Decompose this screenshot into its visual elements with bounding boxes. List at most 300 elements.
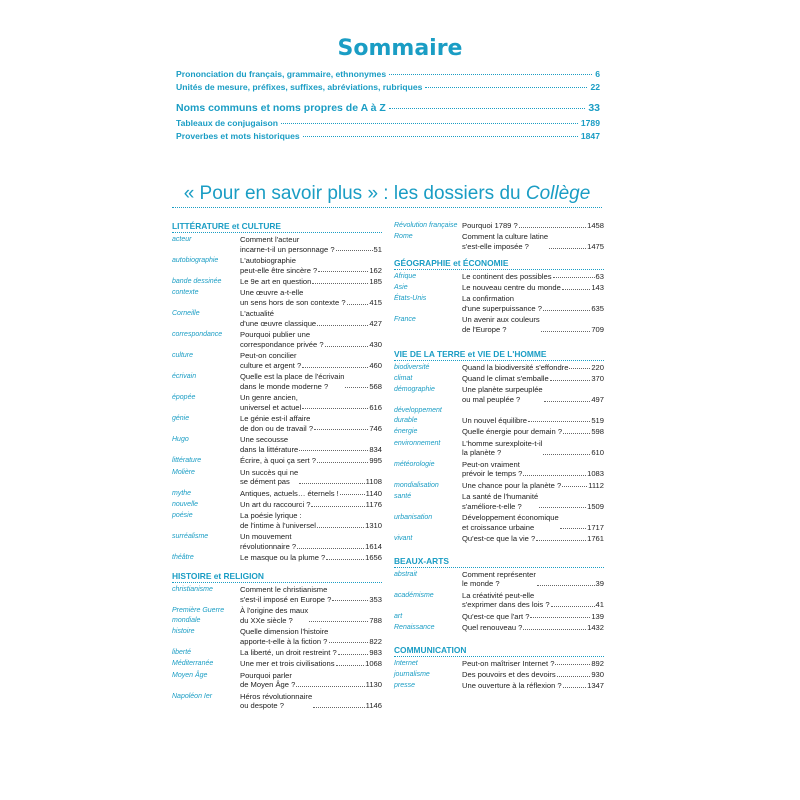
- dossier-text: Une mer et trois civilisations: [240, 659, 335, 669]
- dossier-leader: [562, 486, 587, 487]
- dossier-text: Quand la biodiversité s'effondre: [462, 362, 569, 372]
- dossier-text: Une chance pour la planète ?: [462, 480, 562, 490]
- dossier-description: [462, 623, 604, 633]
- dossier-entry: [172, 671, 382, 690]
- dossier-entry: [394, 283, 604, 293]
- dossier-page: 892: [591, 658, 604, 668]
- dossier-text: Quelle est la place de l'écrivain dans le monde moderne ?: [240, 372, 345, 391]
- dossier-description: [240, 330, 382, 349]
- dossier-leader: [519, 227, 586, 228]
- dossier-description: [462, 681, 604, 691]
- dossier-text: Une ouverture à la réflexion ?: [462, 681, 562, 691]
- dossier-entry: [394, 570, 604, 589]
- dossier-page: 185: [369, 276, 382, 286]
- dossier-description: [462, 492, 604, 511]
- dossier-page: 1761: [587, 534, 604, 543]
- dossier-keyword: mythe: [172, 489, 192, 497]
- dossier-entry: [172, 372, 382, 391]
- dossier-leader: [314, 429, 368, 430]
- dossier-leader: [345, 387, 368, 388]
- dossier-text: Un nouvel équilibre: [462, 415, 528, 425]
- dossier-text: Le continent des possibles: [462, 271, 552, 281]
- dossier-entry: [172, 500, 382, 510]
- dossier-description: [462, 315, 604, 334]
- dossier-page: 143: [591, 282, 604, 292]
- dossier-page: 519: [591, 415, 604, 425]
- dossier-keyword: presse: [394, 682, 416, 690]
- dossier-entry: [172, 468, 382, 487]
- dossier-keyword: développement durable: [394, 407, 442, 424]
- dossier-page: 415: [369, 297, 382, 307]
- dossier-leader: [536, 540, 586, 541]
- dossier-keyword: Afrique: [394, 272, 417, 280]
- dossier-text: Une secousse dans la littérature: [240, 435, 299, 454]
- dossier-keyword: énergie: [394, 428, 418, 436]
- dossier-leader: [563, 687, 586, 688]
- dossier-keyword: christianisme: [172, 585, 213, 593]
- toc-row: [176, 131, 600, 144]
- section-title: LITTÉRATURE et CULTURE: [172, 221, 382, 233]
- dossier-entry: [172, 692, 382, 711]
- dossier-leader: [560, 528, 586, 529]
- dossier-entry: [394, 385, 604, 404]
- dossier-page: 1108: [365, 477, 382, 487]
- toc-label: Tableaux de conjugaison: [176, 118, 279, 128]
- dossier-text: Héros révolutionnaire ou despote ?: [240, 691, 313, 711]
- dossier-entry: [172, 288, 382, 307]
- dossier-leader: [317, 527, 364, 528]
- dossier-page: 746: [369, 423, 382, 433]
- dossier-text: À l'origine des maux du XXe siècle ?: [240, 605, 309, 625]
- dossier-leader: [543, 310, 590, 311]
- dossier-entry: [172, 351, 382, 370]
- dossier-keyword: Molière: [172, 468, 195, 476]
- toc-leader: [303, 136, 578, 137]
- dossier-text: Le nouveau centre du monde: [462, 282, 561, 292]
- dossier-entry: [394, 612, 604, 622]
- dossier-keyword: correspondance: [172, 331, 223, 339]
- dossier-leader: [551, 606, 595, 607]
- dossier-page: 834: [369, 444, 382, 454]
- dossiers-rule: [172, 207, 602, 208]
- toc-label: Unités de mesure, préfixes, suffixes, abréviations, rubriques: [176, 82, 423, 92]
- dossier-text: Comment le christianisme s'est-il imposé en Europe ?: [240, 584, 332, 604]
- dossier-description: [240, 511, 382, 530]
- dossier-page: 162: [369, 265, 382, 275]
- dossier-entry: [394, 221, 604, 231]
- dossier-keyword: météorologie: [394, 460, 435, 468]
- toc-leader: [281, 123, 578, 124]
- dossier-entry: [394, 315, 604, 334]
- dossier-text: Qu'est-ce que la vie ?: [462, 534, 536, 543]
- dossier-text: Un genre ancien, universel et actuel: [240, 393, 302, 412]
- dossier-text: Une planète surpeuplée ou mal peuplée ?: [462, 385, 543, 404]
- table-of-contents: [176, 69, 600, 144]
- dossier-description: [462, 272, 604, 282]
- dossier-entry: [172, 277, 382, 287]
- dossier-leader: [317, 325, 368, 326]
- dossier-page: 983: [369, 647, 382, 657]
- dossier-entry: [172, 235, 382, 254]
- dossier-keyword: journalisme: [394, 670, 430, 678]
- dossier-entry: [394, 591, 604, 610]
- dossier-text: Comment l'acteur incarne-t-il un personnage ?: [240, 235, 335, 254]
- dossier-text: Quelle dimension l'histoire apporte-t-elle à la fiction ?: [240, 626, 329, 646]
- dossier-keyword: acteur: [172, 236, 192, 243]
- dossier-description: [240, 489, 382, 499]
- dossier-text: Peut-on maîtriser Internet ?: [462, 658, 555, 668]
- dossier-leader: [557, 676, 591, 677]
- left-column: [172, 221, 382, 713]
- dossier-keyword: abstrait: [394, 570, 417, 578]
- dossier-description: [240, 256, 382, 275]
- dossier-page: 1509: [587, 501, 604, 511]
- dossier-description: [462, 460, 604, 479]
- dossier-leader: [528, 421, 590, 422]
- dossier-keyword: santé: [394, 493, 412, 501]
- dossier-entry: [172, 532, 382, 551]
- dossier-entry: [172, 256, 382, 275]
- dossier-leader: [302, 367, 368, 368]
- dossier-entry: [172, 393, 382, 412]
- dossier-text: Quand le climat s'emballe: [462, 373, 549, 383]
- dossier-leader: [313, 707, 364, 708]
- dossier-page: 430: [369, 339, 382, 349]
- dossier-description: [240, 435, 382, 454]
- section-title: COMMUNICATION: [394, 645, 604, 657]
- dossier-keyword: Corneille: [172, 310, 200, 318]
- dossier-page: 63: [595, 271, 604, 281]
- dossier-text: L'autobiographie peut-elle être sincère ?: [240, 255, 318, 275]
- dossier-entry: [394, 513, 604, 532]
- dossier-description: [240, 288, 382, 307]
- dossier-entry: [172, 606, 382, 625]
- dossier-leader: [553, 277, 595, 278]
- dossier-leader: [297, 548, 364, 549]
- dossier-page: 598: [591, 427, 604, 437]
- dossier-page: 995: [369, 456, 382, 466]
- dossier-entry: [172, 489, 382, 499]
- dossier-entry: [394, 272, 604, 282]
- dossier-description: [462, 481, 604, 491]
- dossier-description: [240, 532, 382, 551]
- toc-page: 22: [590, 82, 600, 92]
- dossier-page: 709: [591, 324, 604, 334]
- toc-row: [176, 82, 600, 95]
- dossier-page: 220: [591, 362, 604, 372]
- dossier-text: L'actualité d'une œuvre classique: [240, 309, 317, 328]
- dossier-keyword: art: [394, 612, 403, 620]
- dossier-leader: [302, 408, 368, 409]
- dossier-text: La santé de l'humanité s'améliore-t-elle ?: [462, 492, 539, 511]
- dossier-keyword: bande dessinée: [172, 277, 222, 285]
- dossier-description: [240, 692, 382, 711]
- dossier-description: [462, 670, 604, 680]
- dossier-leader: [340, 494, 365, 495]
- dossier-page: 51: [373, 244, 382, 254]
- dossier-description: [240, 351, 382, 370]
- dossier-leader: [530, 617, 590, 618]
- dossier-keyword: Napoléon Ier: [172, 692, 213, 700]
- dossier-keyword: théâtre: [172, 554, 194, 562]
- dossier-page: 1717: [587, 522, 604, 532]
- dossier-keyword: Première Guerre mondiale: [172, 606, 225, 624]
- dossier-entry: [394, 534, 604, 544]
- toc-row: [176, 69, 600, 82]
- dossier-description: [240, 627, 382, 646]
- dossier-description: [462, 374, 604, 384]
- dossier-text: Le génie est-il affaire de don ou de travail ?: [240, 414, 314, 433]
- dossier-description: [462, 570, 604, 589]
- dossier-text: Un avenir aux couleurs de l'Europe ?: [462, 315, 540, 334]
- dossier-page: 568: [369, 381, 382, 391]
- dossier-keyword: nouvelle: [172, 501, 199, 508]
- dossier-description: [462, 406, 604, 425]
- dossiers-title-college: Collège: [525, 183, 591, 204]
- dossier-keyword: Renaissance: [394, 623, 435, 631]
- dossier-page: 1310: [365, 520, 382, 530]
- dossier-page: 1146: [365, 701, 382, 711]
- dossier-page: 1140: [365, 488, 382, 498]
- dossier-leader: [523, 629, 586, 630]
- dossier-description: [462, 283, 604, 293]
- dossier-leader: [347, 304, 369, 305]
- dossier-keyword: Rome: [394, 233, 413, 241]
- dossier-page: 41: [595, 600, 604, 610]
- dossier-text: La liberté, un droit restreint ?: [240, 647, 337, 657]
- dossier-entry: [394, 681, 604, 691]
- dossier-leader: [326, 559, 364, 560]
- dossier-page: 370: [591, 373, 604, 383]
- dossier-text: La poésie lyrique : de l'intime à l'universel: [240, 511, 316, 530]
- dossier-page: 139: [591, 611, 604, 621]
- dossier-page: 460: [369, 360, 382, 370]
- dossier-keyword: culture: [172, 352, 194, 360]
- toc-leader: [389, 74, 592, 75]
- dossier-leader: [544, 401, 591, 402]
- dossier-page: 788: [369, 615, 382, 625]
- dossier-text: Qu'est-ce que l'art ?: [462, 611, 530, 621]
- dossier-keyword: Hugo: [172, 436, 189, 444]
- dossier-text: Un mouvement révolutionnaire ?: [240, 532, 297, 551]
- dossier-description: [240, 456, 382, 466]
- dossier-entry: [172, 627, 382, 646]
- dossier-page: 427: [369, 318, 382, 328]
- dossier-description: [462, 385, 604, 404]
- dossiers-title-prefix: « Pour en savoir plus » : les dossiers du: [183, 183, 526, 204]
- dossier-leader: [325, 346, 369, 347]
- toc-label: Noms communs et noms propres de A à Z: [176, 102, 386, 114]
- dossier-entry: [172, 511, 382, 530]
- dossier-entry: [172, 648, 382, 658]
- toc-page: 1789: [580, 118, 600, 128]
- dossier-description: [462, 659, 604, 669]
- dossier-description: [240, 414, 382, 433]
- dossier-text: Peut-on concilier culture et argent ?: [240, 351, 302, 370]
- dossier-text: Quelle énergie pour demain ?: [462, 427, 563, 437]
- dossier-entry: [172, 659, 382, 669]
- dossier-keyword: Internet: [394, 659, 418, 667]
- right-column: [394, 221, 604, 693]
- dossier-leader: [555, 664, 590, 665]
- dossier-entry: [394, 439, 604, 458]
- dossier-leader: [537, 585, 595, 586]
- dossier-text: Écrire, à quoi ça sert ?: [240, 456, 316, 466]
- dossier-description: [462, 363, 604, 373]
- section-title: BEAUX-ARTS: [394, 556, 604, 568]
- dossier-text: Développement économique et croissance urbaine: [462, 513, 559, 532]
- dossier-keyword: génie: [172, 415, 190, 423]
- dossier-leader: [318, 271, 368, 272]
- dossier-page: 1458: [587, 221, 604, 230]
- dossier-text: Peut-on vraiment prévoir le temps ?: [462, 459, 523, 479]
- dossier-page: 930: [591, 669, 604, 679]
- dossier-keyword: environnement: [394, 439, 441, 447]
- dossier-text: Le 9e art en question: [240, 276, 312, 286]
- dossier-keyword: mondialisation: [394, 481, 439, 489]
- dossier-leader: [296, 686, 364, 687]
- dossier-page: 822: [369, 636, 382, 646]
- dossier-keyword: urbanisation: [394, 514, 433, 522]
- dossier-page: 1130: [365, 680, 382, 690]
- dossier-description: [240, 309, 382, 328]
- dossier-description: [462, 591, 604, 610]
- dossier-keyword: écrivain: [172, 373, 197, 381]
- dossier-description: [240, 500, 382, 510]
- dossier-text: Des pouvoirs et des devoirs: [462, 669, 556, 679]
- dossier-text: La confirmation d'une superpuissance ?: [462, 294, 542, 313]
- dossier-description: [462, 232, 604, 251]
- dossier-keyword: vivant: [394, 535, 413, 542]
- dossier-description: [240, 372, 382, 391]
- toc-page: 6: [595, 69, 600, 79]
- dossier-leader: [541, 331, 591, 332]
- dossier-keyword: liberté: [172, 648, 192, 656]
- dossier-text: Antiques, actuels… éternels !: [240, 488, 339, 498]
- dossier-leader: [329, 642, 368, 643]
- dossier-keyword: démographie: [394, 386, 435, 394]
- dossier-description: [240, 393, 382, 412]
- dossier-page: 39: [595, 579, 604, 589]
- dossier-keyword: Révolution française: [394, 222, 458, 229]
- dossier-page: 353: [369, 594, 382, 604]
- dossier-entry: [394, 492, 604, 511]
- toc-page: 1847: [580, 131, 600, 141]
- toc-label: Proverbes et mots historiques: [176, 131, 300, 141]
- dossier-keyword: histoire: [172, 627, 195, 635]
- dossier-leader: [550, 380, 591, 381]
- dossier-keyword: Moyen Âge: [172, 671, 208, 679]
- dossier-description: [240, 553, 382, 563]
- dossier-leader: [299, 483, 364, 484]
- dossier-leader: [317, 462, 368, 463]
- dossier-description: [462, 294, 604, 313]
- dossier-leader: [549, 248, 586, 249]
- dossier-page: 610: [591, 448, 604, 458]
- dossier-entry: [394, 374, 604, 384]
- dossier-entry: [394, 623, 604, 633]
- dossier-leader: [539, 507, 586, 508]
- dossier-leader: [563, 433, 590, 434]
- toc-page: 33: [588, 102, 600, 114]
- dossier-description: [240, 235, 382, 254]
- dossier-entry: [394, 363, 604, 373]
- dossier-description: [462, 513, 604, 532]
- dossier-text: Quel renouveau ?: [462, 622, 523, 632]
- dossier-text: Le masque ou la plume ?: [240, 553, 326, 563]
- dossiers-title: [172, 183, 602, 205]
- dossier-entry: [172, 414, 382, 433]
- dossier-entry: [394, 232, 604, 251]
- dossier-page: 1656: [365, 553, 382, 563]
- sommaire-title: Sommaire: [337, 36, 463, 61]
- dossier-description: [240, 648, 382, 658]
- dossier-entry: [394, 481, 604, 491]
- dossier-entry: [394, 427, 604, 437]
- dossier-description: [240, 468, 382, 487]
- dossier-description: [240, 277, 382, 287]
- dossier-page: 1614: [365, 541, 382, 551]
- toc-leader: [389, 108, 585, 109]
- dossier-page: 1475: [587, 241, 604, 251]
- dossier-keyword: Méditerranée: [172, 660, 214, 668]
- dossier-keyword: Asie: [394, 283, 408, 291]
- dossier-leader: [299, 450, 368, 451]
- dossier-leader: [312, 283, 368, 284]
- dossier-text: Pourquoi 1789 ?: [462, 221, 518, 230]
- toc-row: [176, 118, 600, 131]
- dossier-page: 635: [591, 303, 604, 313]
- dossier-page: 616: [369, 402, 382, 412]
- section-title: VIE DE LA TERRE et VIE DE L'HOMME: [394, 349, 604, 361]
- dossier-page: 497: [591, 394, 604, 404]
- dossier-keyword: climat: [394, 374, 413, 382]
- dossier-leader: [338, 654, 369, 655]
- dossier-entry: [172, 456, 382, 466]
- dossier-entry: [172, 585, 382, 604]
- dossier-text: L'homme surexploite-t-il la planète ?: [462, 438, 543, 458]
- dossier-text: Comment la culture latine s'est-elle imposée ?: [462, 232, 549, 251]
- dossier-description: [462, 534, 604, 544]
- dossier-text: Pourquoi parler de Moyen Âge ?: [240, 670, 296, 690]
- dossier-page: 1083: [587, 469, 604, 479]
- dossier-description: [462, 221, 604, 231]
- toc-row: [176, 102, 600, 116]
- dossier-leader: [336, 250, 373, 251]
- dossier-text: Une œuvre a-t-elle un sens hors de son contexte ?: [240, 288, 346, 307]
- dossier-description: [462, 427, 604, 437]
- dossier-text: Pourquoi publier une correspondance privée ?: [240, 330, 324, 349]
- toc-leader: [425, 87, 587, 88]
- dossier-description: [462, 439, 604, 458]
- dossier-keyword: surréalisme: [172, 533, 209, 541]
- dossier-entry: [394, 406, 604, 425]
- dossier-description: [240, 606, 382, 625]
- dossier-keyword: autobiographie: [172, 256, 219, 264]
- section-title: GÉOGRAPHIE et ÉCONOMIE: [394, 258, 604, 270]
- dossier-keyword: littérature: [172, 457, 202, 465]
- dossier-keyword: académisme: [394, 591, 434, 599]
- dossier-text: Un succès qui ne se dément pas: [240, 467, 299, 487]
- dossier-entry: [394, 659, 604, 669]
- dossier-page: 1068: [365, 659, 382, 669]
- dossier-description: [240, 671, 382, 690]
- dossier-leader: [332, 600, 368, 601]
- dossier-keyword: États-Unis: [394, 295, 427, 303]
- dossier-entry: [172, 553, 382, 563]
- dossier-leader: [336, 665, 365, 666]
- dossier-description: [240, 585, 382, 604]
